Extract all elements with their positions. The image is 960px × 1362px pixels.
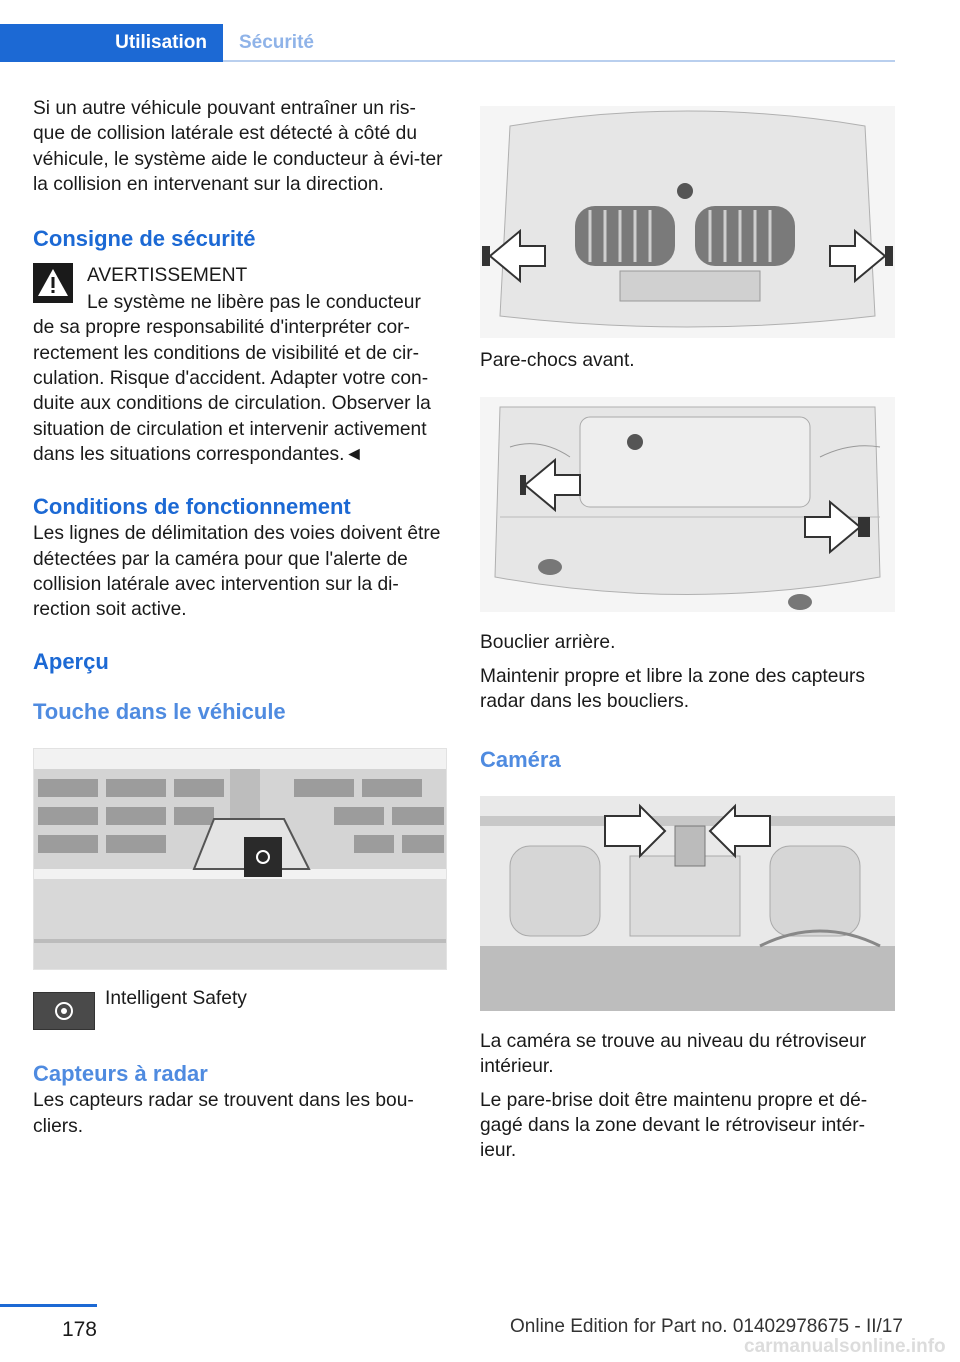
warning-block (33, 263, 447, 323)
watermark: carmanualsonline.info (744, 1336, 946, 1357)
front-caption: Pare-chocs avant. (480, 350, 635, 371)
tab-utilisation[interactable]: Utilisation (0, 24, 223, 62)
button-legend (33, 988, 447, 1030)
rear-bumper-figure (480, 397, 895, 612)
grille-button-illustration (34, 749, 447, 970)
edition-text: Online Edition for Part no. 01402978675 - II/17 (510, 1316, 903, 1337)
camera-figure (480, 796, 895, 1011)
button-figure (33, 748, 447, 970)
right-column (480, 96, 896, 1164)
conditions-text: Les lignes de délimitation des voies doivent être détectées par la caméra pour que l'alerte de collision latérale avec intervention sur la di-rection soit active. (33, 523, 441, 621)
warning-triangle-icon (33, 263, 73, 303)
overview-heading: Aperçu (33, 649, 109, 675)
warning-title: AVERTISSEMENT (87, 265, 248, 287)
radar-heading: Capteurs à radar (33, 1061, 208, 1087)
intro-paragraph: Si un autre véhicule pouvant entraîner un ris-que de collision latérale est détecté à côté du véhicule, le système aide le conducteur à évi-ter la collision en intervenant sur la direction. (33, 98, 443, 195)
page-number: 178 (61, 1318, 97, 1341)
safety-heading: Consigne de sécurité (33, 226, 256, 252)
rear-text: Maintenir propre et libre la zone des capteurs radar dans les boucliers. (480, 665, 866, 712)
camera-heading: Caméra (480, 747, 561, 773)
radar-text: Les capteurs radar se trouvent dans les bou-cliers. (33, 1090, 414, 1137)
front-bumper-figure (480, 106, 895, 338)
footer-bar (0, 1304, 97, 1307)
tab-securite[interactable]: Sécurité (239, 32, 314, 53)
warning-text: Le système ne libère pas le conducteur de sa propre responsabilité d'interpréter cor-rectement les conditions de visibilité et de cir-culation. Risque d'accident. Adapter votre con-duite aux conditions de circulation. Observer la situation de circulation et intervenir activement dans les situations correspondantes.◄ (33, 292, 431, 465)
intelligent-safety-button-icon (33, 992, 95, 1030)
front-bumper-illustration (480, 106, 895, 338)
rear-bumper-illustration (480, 397, 895, 612)
rear-caption: Bouclier arrière. (480, 632, 616, 654)
conditions-heading: Conditions de fonctionnement (33, 494, 351, 520)
camera-text-1: La caméra se trouve au niveau du rétroviseur intérieur. (480, 1031, 867, 1078)
header-rule (223, 60, 895, 62)
button-label: Intelligent Safety (105, 988, 247, 1010)
camera-text-2: Le pare-brise doit être maintenu propre et dé-gagé dans la zone devant le rétroviseur intér-ieur. (480, 1089, 868, 1162)
camera-illustration (480, 796, 895, 1011)
button-heading: Touche dans le véhicule (33, 699, 286, 725)
header-tabs (0, 24, 895, 62)
left-column (33, 96, 447, 1139)
